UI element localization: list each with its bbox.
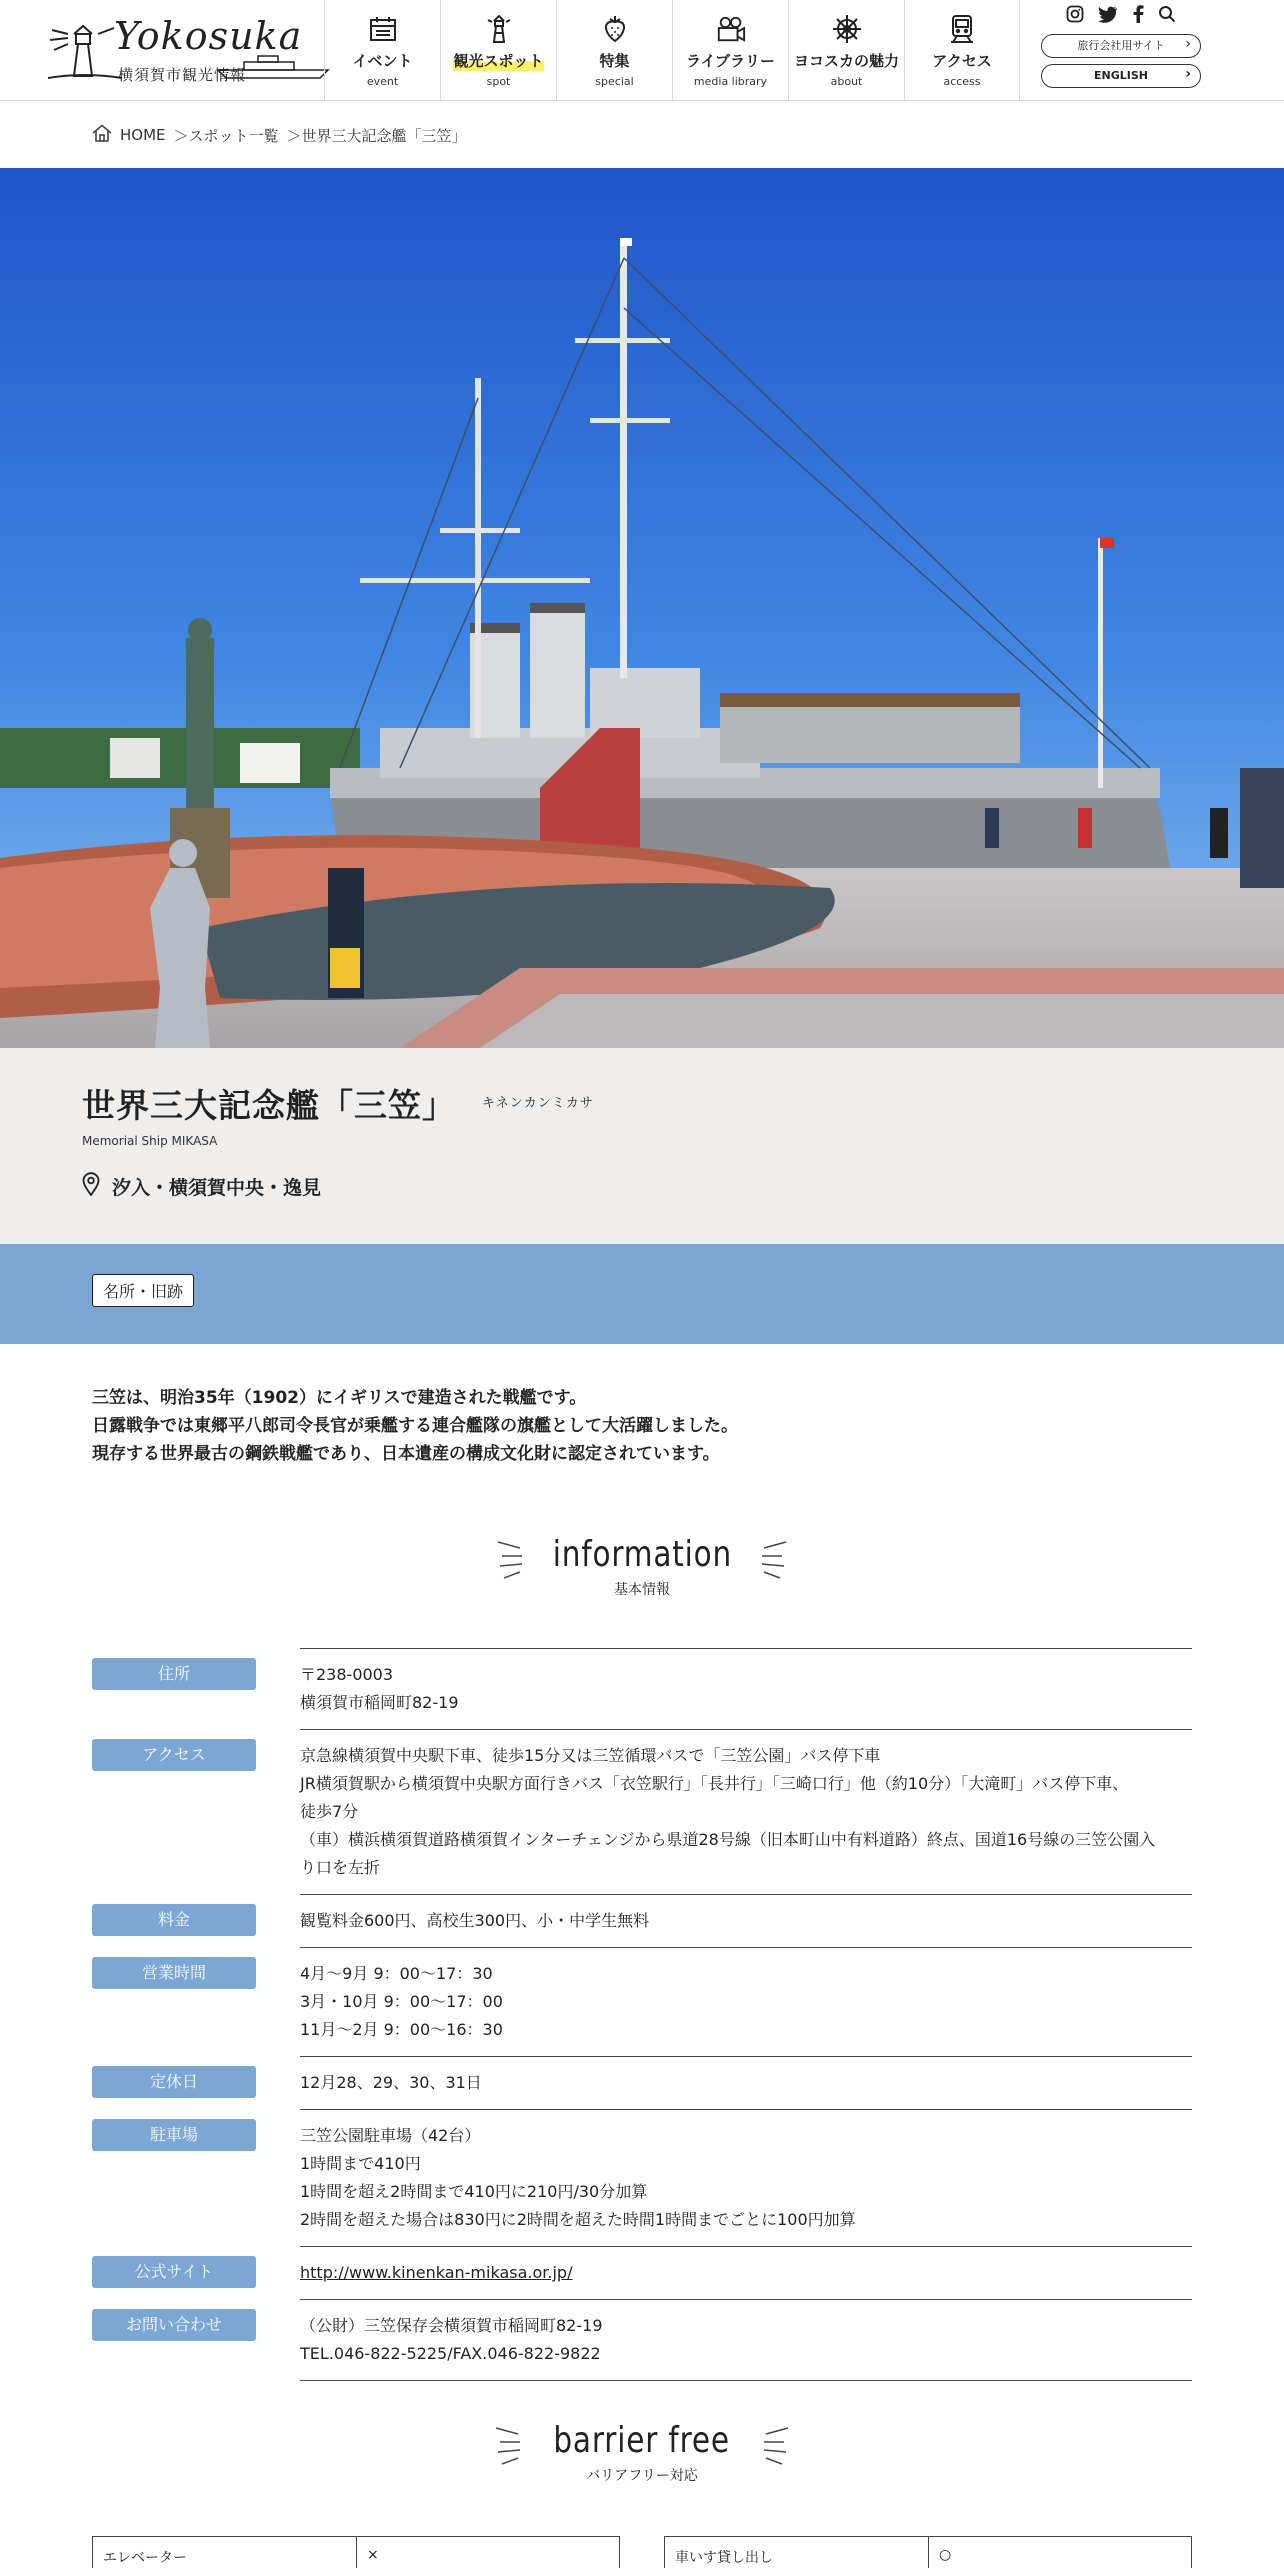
site-header [0, 0, 1284, 101]
map-pin-icon [82, 1172, 100, 1201]
spot-title: 世界三大記念艦「三笠」 [82, 1086, 456, 1125]
spot-area-label: 汐入・横須賀中央・逸見 [112, 1177, 322, 1199]
info-label: 駐車場 [92, 2119, 256, 2151]
nav-sublabel: media library [693, 75, 768, 88]
breadcrumb [92, 124, 467, 146]
site-logo[interactable] [44, 10, 304, 90]
description-line: 三笠は、明治35年（1902）にイギリスで建造された戦艦です。 [92, 1388, 587, 1408]
info-row-fee [92, 1894, 1192, 1947]
info-row-website [92, 2246, 1192, 2299]
nav-sublabel: about [830, 75, 863, 88]
twitter-icon[interactable] [1098, 6, 1118, 27]
info-value: 〒238-0003 横須賀市稲岡町82-19 [300, 1665, 459, 1712]
instagram-icon[interactable] [1066, 5, 1084, 27]
information-title: information [552, 1534, 732, 1575]
lighthouse-logo-icon [44, 10, 124, 90]
nav-media-library[interactable] [672, 0, 788, 101]
nav-sublabel: access [943, 75, 981, 88]
calendar-icon [368, 14, 398, 44]
english-link[interactable]: ENGLISH › [1041, 64, 1201, 88]
logo-title: Yokosuka [114, 14, 303, 58]
barrier-free-tables [92, 2536, 1192, 2568]
info-value: （公財）三笠保存会横須賀市稲岡町82-19 TEL.046-822-5225/FAX.046-822-9822 [300, 2316, 603, 2363]
nav-sublabel: event [366, 75, 399, 88]
info-label: 営業時間 [92, 1957, 256, 1989]
nav-label: アクセス [932, 52, 992, 70]
home-icon [92, 124, 112, 146]
barrier-free-label: エレベーター [93, 2537, 357, 2568]
info-label: 料金 [92, 1904, 256, 1936]
barrier-free-value: ○ [939, 2547, 952, 2563]
category-tag[interactable]: 名所・旧跡 [92, 1274, 194, 1307]
nav-spot[interactable] [440, 0, 556, 101]
category-band [0, 1244, 1284, 1344]
info-label: お問い合わせ [92, 2309, 256, 2341]
nav-label: イベント [352, 52, 413, 70]
information-subtitle: 基本情報 [614, 1582, 670, 1598]
global-nav [324, 0, 1020, 101]
info-label: 定休日 [92, 2066, 256, 2098]
nav-sublabel: spot [486, 75, 511, 88]
travel-agency-link[interactable]: 旅行会社用サイト › [1041, 34, 1201, 58]
information-table [92, 1648, 1192, 2381]
heading-deco-left-icon [494, 2422, 526, 2474]
ship-outline-icon [214, 50, 334, 80]
official-site-link[interactable]: http://www.kinenkan-mikasa.or.jp/ [300, 2263, 573, 2282]
utility-links [1036, 4, 1206, 88]
spot-area [82, 1172, 321, 1201]
description-line: 日露戦争では東郷平八郎司令長官が乗艦する連合艦隊の旗艦として大活躍しました。 [92, 1416, 738, 1436]
ship-wheel-icon [832, 14, 862, 44]
battleship-mikasa-photo [0, 168, 1284, 1048]
info-value: 観覧料金600円、高校生300円、小・中学生無料 [300, 1911, 650, 1930]
info-row-hours [92, 1947, 1192, 2056]
info-label: アクセス [92, 1739, 256, 1771]
info-value: 三笠公園駐車場（42台） 1時間まで410円 1時間を超え2時間まで410円に210円/30分加算 2時間を超えた場合は830円に2時間を超えた時間1時間までごとに100円加算 [300, 2126, 856, 2229]
info-row-contact [92, 2299, 1192, 2380]
info-row-address [92, 1648, 1192, 1729]
info-value: 4月〜9月 9：00〜17：30 3月・10月 9：00〜17：00 11月〜2月 9：00〜16：30 [300, 1964, 503, 2039]
nav-about[interactable] [788, 0, 904, 101]
film-camera-icon [716, 14, 746, 44]
nav-label: ヨコスカの魅力 [793, 52, 899, 70]
info-label: 公式サイト [92, 2256, 256, 2288]
information-heading [0, 1534, 1284, 1599]
logo-subtitle: 横須賀市観光情報 [118, 66, 247, 84]
barrier-free-subtitle: バリアフリー対応 [586, 2468, 698, 2484]
description-line: 現存する世界最古の鋼鉄戦艦であり、日本遺産の構成文化財に認定されています。 [92, 1444, 720, 1464]
facebook-icon[interactable] [1132, 5, 1144, 27]
info-row-closed [92, 2056, 1192, 2109]
train-icon [947, 14, 977, 44]
nav-label: 特集 [599, 52, 630, 70]
breadcrumb-home[interactable]: HOME [120, 126, 166, 144]
barrier-free-value: × [367, 2547, 379, 2563]
table-divider [300, 2380, 1192, 2381]
barrier-free-label: 車いす貸し出し [665, 2537, 929, 2568]
lighthouse-icon [484, 14, 514, 44]
spot-description [92, 1384, 1192, 1468]
social-links [1036, 4, 1206, 28]
breadcrumb-spot-list[interactable]: ＞スポット一覧 [173, 126, 279, 145]
heading-deco-right-icon [758, 2422, 790, 2474]
barrier-free-row-elevator [92, 2536, 620, 2568]
nav-label: 観光スポット [453, 52, 544, 70]
nav-sublabel: special [595, 75, 634, 88]
info-label: 住所 [92, 1658, 256, 1690]
nav-special[interactable] [556, 0, 672, 101]
heading-deco-right-icon [756, 1536, 788, 1588]
nav-event[interactable] [324, 0, 440, 101]
info-row-access [92, 1729, 1192, 1894]
hero-image [0, 168, 1284, 1048]
heading-deco-left-icon [496, 1536, 528, 1588]
barrier-free-row-wheelchair [664, 2536, 1192, 2568]
nav-access[interactable] [904, 0, 1020, 101]
spot-kana: キネンカンミカサ [482, 1096, 594, 1111]
barrier-free-title: barrier free [553, 2420, 731, 2461]
info-value: 12月28、29、30、31日 [300, 2073, 482, 2092]
nav-label: ライブラリー [685, 52, 776, 70]
search-icon[interactable] [1158, 5, 1176, 27]
info-value: 京急線横須賀中央駅下車、徒歩15分又は三笠循環バスで「三笠公園」バス停下車 JR横須賀駅から横須賀中央駅方面行きバス「衣笠駅行」「長井行」「三崎口行」他（約10分）「大滝町」バス停下車、 徒歩7分 （車）横浜横須賀道路横須賀インターチェンジから県道28号線（旧本町山中有料道路）終点、国道16号線の三笠公園入 り口を左折 [300, 1746, 1156, 1877]
strawberry-icon [600, 14, 630, 44]
info-row-parking [92, 2109, 1192, 2246]
barrier-free-heading [0, 2420, 1284, 2485]
spot-title-band [0, 1048, 1284, 1244]
spot-english-name: Memorial Ship MIKASA [82, 1134, 218, 1148]
breadcrumb-current: ＞世界三大記念艦「三笠」 [286, 126, 467, 145]
